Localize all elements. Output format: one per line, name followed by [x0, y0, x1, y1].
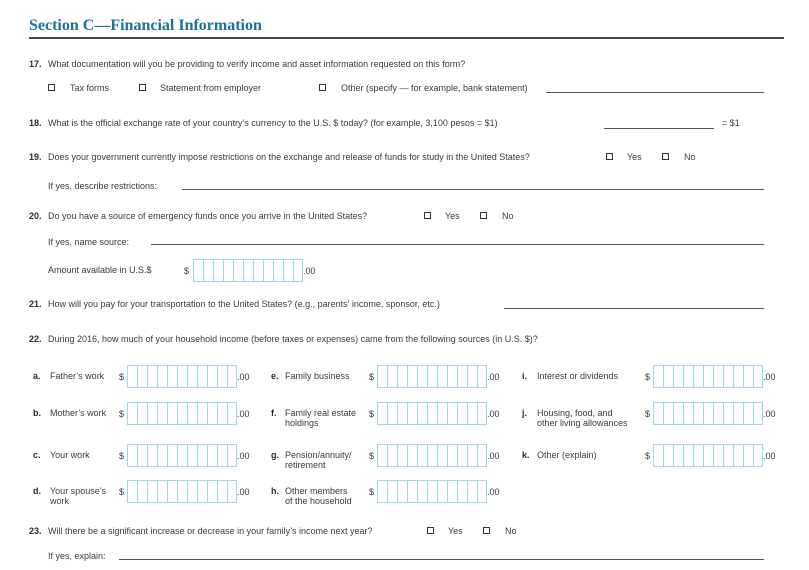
q22-e-cents: .00 — [487, 372, 500, 382]
q22-f-amount-field[interactable] — [377, 402, 487, 425]
q20-text: Do you have a source of emergency funds once you arrive in the United States? — [48, 211, 368, 221]
q22-j-amount-field[interactable] — [653, 402, 763, 425]
q21-answer-line[interactable] — [504, 308, 764, 309]
q22-f-label-2: holdings — [285, 418, 319, 428]
q22-h-letter: h. — [271, 486, 279, 496]
q23-explain-line[interactable] — [119, 559, 764, 560]
q23-text: Will there be a significant increase or decrease in your family’s income next year? — [48, 526, 373, 536]
q20-amount-label: Amount available in U.S.$ — [48, 265, 152, 275]
q19-followup-label: If yes, describe restrictions: — [48, 181, 158, 191]
q22-i-label: Interest or dividends — [537, 371, 619, 381]
q23-no-checkbox[interactable] — [483, 527, 490, 534]
q20-source-line[interactable] — [151, 244, 764, 245]
q22-c-cents: .00 — [237, 451, 250, 461]
q22-h-label-1: Other members — [285, 486, 348, 496]
q22-i-amount-field[interactable] — [653, 365, 763, 388]
q18-suffix: = $1 — [722, 118, 740, 128]
q22-d-amount-field[interactable] — [127, 480, 237, 503]
q20-followup-label: If yes, name source: — [48, 237, 130, 247]
q19-number: 19. — [29, 152, 42, 162]
q20-currency: $ — [184, 266, 190, 276]
q21-text: How will you pay for your transportation to the United States? (e.g., parents’ income, sponsor, etc.) — [48, 299, 440, 309]
q22-c-amount-field[interactable] — [127, 444, 237, 467]
q22-f-letter: f. — [271, 408, 277, 418]
q22-a-cents: .00 — [237, 372, 250, 382]
q22-d-label-1: Your spouse’s — [50, 486, 107, 496]
q23-number: 23. — [29, 526, 42, 536]
q19-yes-checkbox[interactable] — [606, 153, 613, 160]
q22-c-currency: $ — [119, 451, 125, 461]
q22-g-label-2: retirement — [285, 460, 326, 470]
q19-no-checkbox[interactable] — [662, 153, 669, 160]
q22-i-letter: i. — [522, 371, 528, 381]
q22-h-cents: .00 — [487, 487, 500, 497]
title-rule — [29, 37, 784, 39]
q17-tax-forms-checkbox[interactable] — [48, 84, 55, 91]
q19-yes-label: Yes — [627, 152, 642, 162]
q17-number: 17. — [29, 59, 42, 69]
q22-k-cents: .00 — [763, 451, 776, 461]
q20-number: 20. — [29, 211, 42, 221]
q23-followup-label: If yes, explain: — [48, 551, 106, 561]
q22-g-cents: .00 — [487, 451, 500, 461]
q22-b-currency: $ — [119, 409, 125, 419]
q22-text: During 2016, how much of your household income (before taxes or expenses) came from the following sources (in U.S. $)? — [48, 334, 538, 344]
q22-a-currency: $ — [119, 372, 125, 382]
q22-a-amount-field[interactable] — [127, 365, 237, 388]
q22-g-amount-field[interactable] — [377, 444, 487, 467]
q19-restrictions-line[interactable] — [182, 189, 764, 190]
q22-j-label-2: other living allowances — [537, 418, 628, 428]
q23-yes-checkbox[interactable] — [427, 527, 434, 534]
q22-number: 22. — [29, 334, 42, 344]
q22-j-currency: $ — [645, 409, 651, 419]
q19-no-label: No — [684, 152, 696, 162]
q22-b-amount-field[interactable] — [127, 402, 237, 425]
q22-d-cents: .00 — [237, 487, 250, 497]
q22-j-cents: .00 — [763, 409, 776, 419]
q20-yes-checkbox[interactable] — [424, 212, 431, 219]
q22-j-label-1: Housing, food, and — [537, 408, 613, 418]
q23-yes-label: Yes — [448, 526, 463, 536]
q22-j-letter: j. — [522, 408, 528, 418]
q22-k-label: Other (explain) — [537, 450, 597, 460]
q20-cents: .00 — [303, 266, 316, 276]
q22-h-amount-field[interactable] — [377, 480, 487, 503]
q22-f-label-1: Family real estate — [285, 408, 357, 418]
q22-b-cents: .00 — [237, 409, 250, 419]
q17-tax-forms-label: Tax forms — [70, 83, 110, 93]
q22-c-label: Your work — [50, 450, 90, 460]
q22-c-letter: c. — [33, 450, 41, 460]
q22-e-letter: e. — [271, 371, 279, 381]
q18-text: What is the official exchange rate of your country’s currency to the U.S. $ today? (for example, 3,100 pesos = $1) — [48, 118, 498, 128]
q22-g-label-1: Pension/annuity/ — [285, 450, 352, 460]
q22-e-amount-field[interactable] — [377, 365, 487, 388]
q21-number: 21. — [29, 299, 42, 309]
q22-i-currency: $ — [645, 372, 651, 382]
q17-employer-checkbox[interactable] — [139, 84, 146, 91]
q22-k-currency: $ — [645, 451, 651, 461]
q17-other-checkbox[interactable] — [319, 84, 326, 91]
q18-rate-line[interactable] — [604, 128, 714, 129]
q22-h-label-2: of the household — [285, 496, 352, 506]
q20-no-checkbox[interactable] — [480, 212, 487, 219]
q22-e-currency: $ — [369, 372, 375, 382]
q23-no-label: No — [505, 526, 517, 536]
q22-b-label: Mother’s work — [50, 408, 107, 418]
q22-d-currency: $ — [119, 487, 125, 497]
q22-i-cents: .00 — [763, 372, 776, 382]
q22-d-letter: d. — [33, 486, 41, 496]
q22-k-letter: k. — [522, 450, 530, 460]
q22-a-label: Father’s work — [50, 371, 105, 381]
q20-yes-label: Yes — [445, 211, 460, 221]
q22-g-currency: $ — [369, 451, 375, 461]
q22-f-cents: .00 — [487, 409, 500, 419]
q22-d-label-2: work — [50, 496, 70, 506]
q22-k-amount-field[interactable] — [653, 444, 763, 467]
q17-other-line[interactable] — [546, 92, 764, 93]
q20-amount-field[interactable] — [193, 259, 303, 282]
q17-employer-label: Statement from employer — [160, 83, 262, 93]
q17-text: What documentation will you be providing to verify income and asset information requested on this form? — [48, 59, 466, 69]
q22-a-letter: a. — [33, 371, 41, 381]
q22-g-letter: g. — [271, 450, 279, 460]
section-title: Section C—Financial Information — [29, 17, 262, 34]
q19-text: Does your government currently impose restrictions on the exchange and release of funds for study in the United States? — [48, 152, 530, 162]
q22-e-label: Family business — [285, 371, 350, 381]
q22-h-currency: $ — [369, 487, 375, 497]
q22-f-currency: $ — [369, 409, 375, 419]
q20-no-label: No — [502, 211, 514, 221]
q18-number: 18. — [29, 118, 42, 128]
q17-other-label: Other (specify — for example, bank statement) — [341, 83, 528, 93]
q22-b-letter: b. — [33, 408, 41, 418]
